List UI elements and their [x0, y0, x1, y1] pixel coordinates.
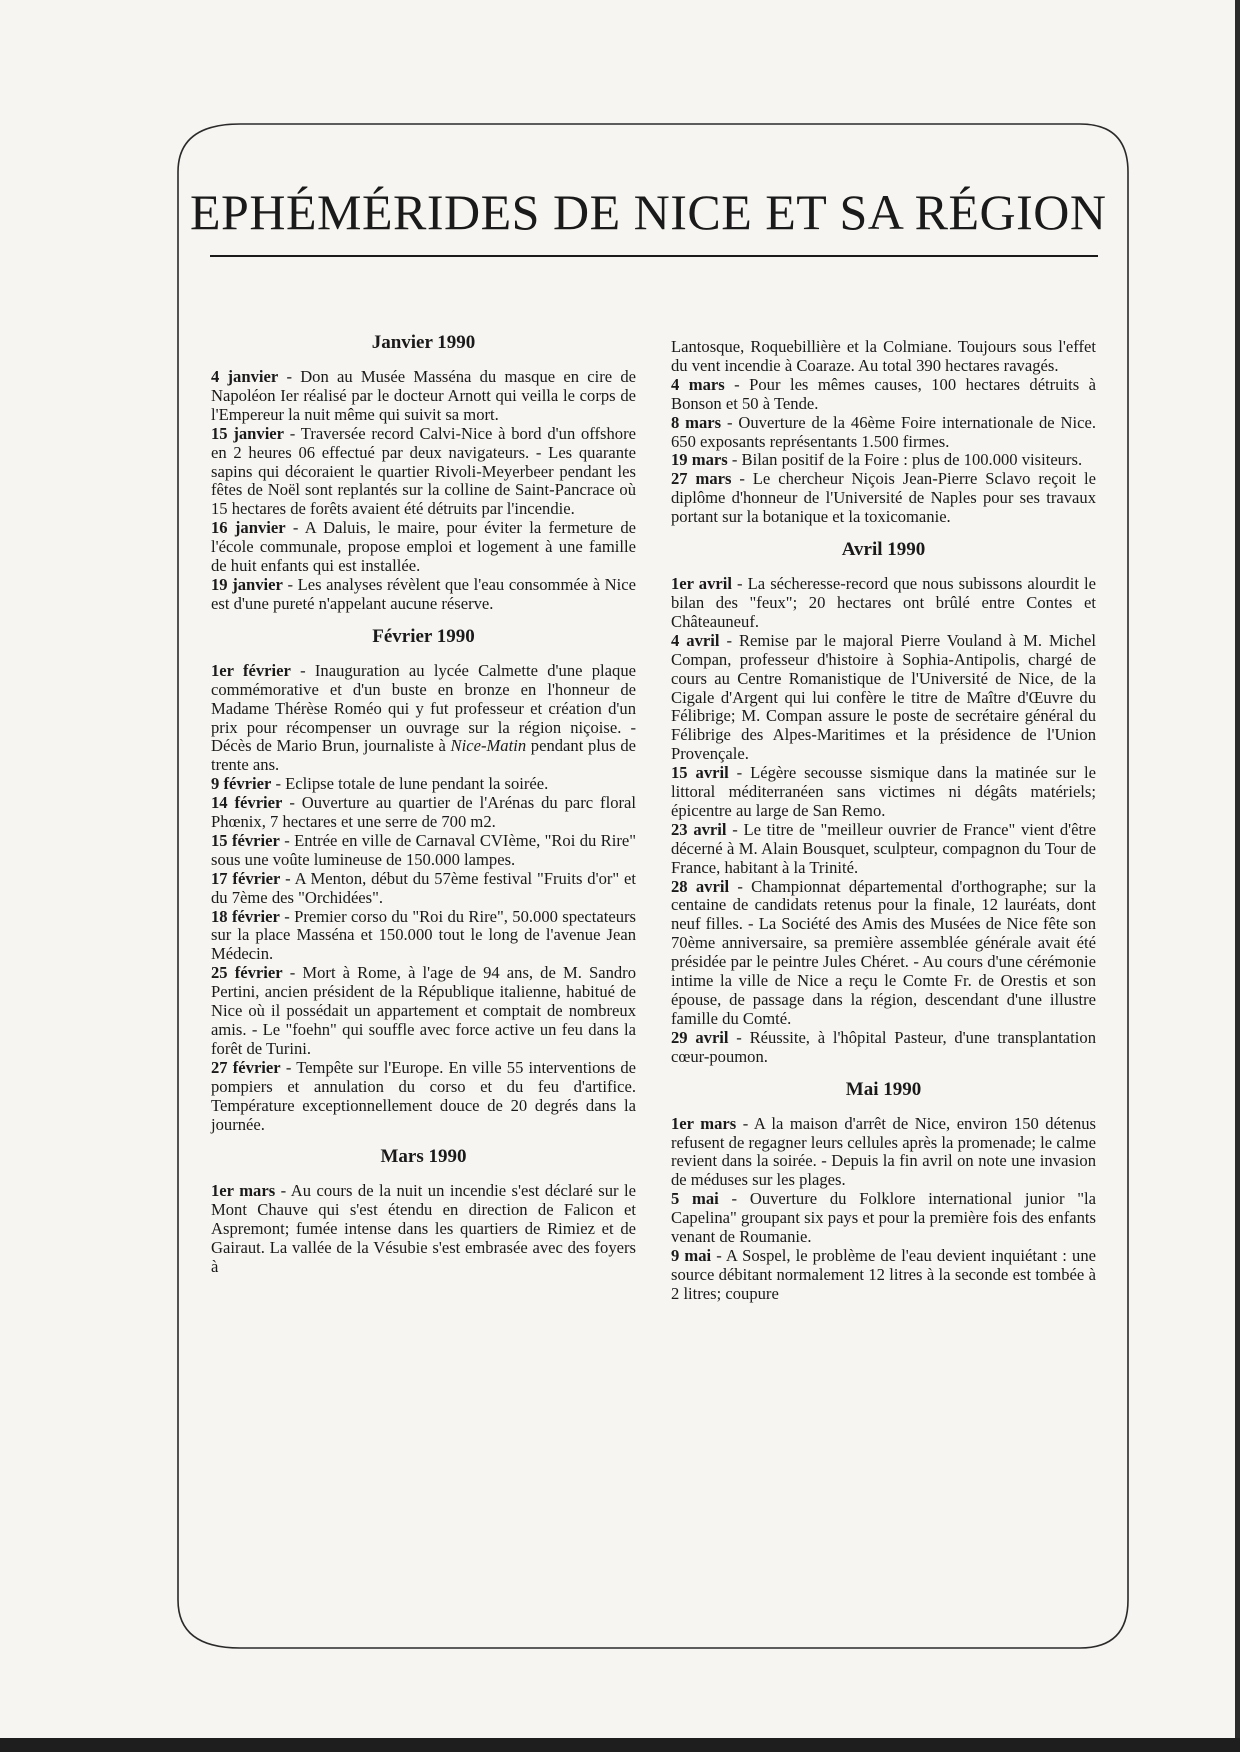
entry-date: 5 mai: [671, 1189, 719, 1209]
entry: [671, 1247, 1096, 1304]
entry-text: - Bilan positif de la Foire : plus de 100.000 visiteurs.: [727, 450, 1083, 470]
entry: [211, 576, 636, 614]
entry: [211, 519, 636, 576]
entry: [671, 376, 1096, 414]
month-heading: Mai 1990: [845, 1078, 922, 1100]
entry-date: 19 janvier: [211, 574, 283, 594]
entry-text: - Inauguration au lycée Calmette d'une plaque commémorative et d'un buste en bronze en l'honneur de Madame Thérèse Roméo qui y fut professeur et création d'un prix pour récompenser un ouvrage sur la région niçoise. - Décès de Mario Brun, journaliste à: [211, 660, 636, 756]
entry: [211, 964, 636, 1059]
title-rule: [210, 255, 1098, 257]
entry-date: 1er mars: [211, 1181, 276, 1201]
entry: [211, 908, 636, 965]
entry: [671, 821, 1096, 878]
entry-text: - Eclipse totale de lune pendant la soirée.: [271, 774, 549, 794]
entry-text: - La sécheresse-record que nous subissons alourdit le bilan des "feux"; 20 hectares ont brûlé entre Contes et Châteauneuf.: [671, 574, 1096, 631]
entry: [211, 832, 636, 870]
entry-date: 19 mars: [671, 450, 728, 470]
entry: [671, 1190, 1096, 1247]
entry-date: 15 janvier: [211, 423, 285, 443]
entry-date: 1er avril: [671, 574, 732, 594]
entry-text: - Le titre de "meilleur ouvrier de France" vient d'être décerné à M. Alain Bousquet, sculpteur, compagnon du Tour de France, habitant à la Trinité.: [671, 819, 1097, 877]
entry-date: 1er février: [211, 660, 291, 680]
entry-date: 9 mai: [671, 1245, 712, 1265]
newspaper-name: Nice-Matin: [450, 736, 527, 756]
entry-date: 18 février: [211, 906, 280, 926]
entry: [671, 470, 1096, 527]
entry-date: 15 février: [211, 830, 280, 850]
entry-date: 16 janvier: [211, 518, 286, 538]
page-title: EPHÉMÉRIDES DE NICE ET SA RÉGION: [190, 184, 1107, 240]
entry-date: 4 janvier: [211, 367, 279, 386]
entry-text: - Les analyses révèlent que l'eau consommée à Nice est d'une pureté n'appelant aucune réserve.: [211, 574, 636, 613]
entry-text: - A la maison d'arrêt de Nice, environ 150 détenus refusent de regagner leurs cellules après la promenade; le calme revient dans la soirée. - Depuis la fin avril on note une invasion de méduses sur les plages.: [671, 1113, 1096, 1190]
entry-date: 4 mars: [671, 374, 725, 394]
month-heading: Janvier 1990: [371, 332, 476, 353]
entry-date: 1er mars: [671, 1113, 737, 1133]
entry-text: - Remise par le majoral Pierre Vouland à M. Michel Compan, professeur d'histoire à Sophia-Antipolis, chargé de cours au Centre Romanistique de l'Université de Nice, de la Cigale d'Argent qui lui confère le titre de Maître d'Œuvre du Félibrige; M. Compan assure le poste de secrétaire général du Félibrige des Alpes-Maritimes et la présidence de l'Union Provençale.: [671, 630, 1097, 764]
month-heading: Février 1990: [372, 625, 475, 647]
entry: [211, 425, 636, 520]
month-heading: Avril 1990: [841, 539, 926, 561]
entry-text: pendant plus de trente ans.: [211, 736, 636, 775]
entry-date: 27 février: [211, 1057, 281, 1077]
entry: [671, 414, 1096, 452]
entry-text: - Tempête sur l'Europe. En ville 55 interventions de pompiers et annulation du corso et du feu d'artifice. Température exceptionnellement douce de 20 degrés dans la journée.: [211, 1057, 636, 1134]
entry-text: - Traversée record Calvi-Nice à bord d'un offshore en 2 heures 06 effectué par deux navigateurs. - Les quarante sapins qui décoraient le quartier Rivoli-Meyerbeer pendant les fêtes de Noël sont replantés sur la colline de Saint-Pancrace où 15 hectares de forêts avaient été détruits par l'incendie.: [211, 423, 636, 519]
entry-date: 15 avril: [671, 763, 729, 783]
entry: [671, 1115, 1096, 1191]
entry: [211, 794, 636, 832]
entry: [211, 870, 636, 908]
entry-text: - Réussite, à l'hôpital Pasteur, d'une transplantation cœur-poumon.: [671, 1027, 1096, 1066]
entry: [671, 878, 1096, 1029]
entry-text: - Pour les mêmes causes, 100 hectares détruits à Bonson et 50 à Tende.: [671, 374, 1096, 413]
entry: [211, 662, 636, 775]
entry-text: - Premier corso du "Roi du Rire", 50.000 spectateurs sur la place Masséna et 150.000 tout le long de l'avenue Jean Médecin.: [211, 906, 637, 964]
entry: [671, 764, 1096, 821]
entry: [671, 1029, 1096, 1067]
entry: [671, 632, 1096, 764]
month-heading: Mars 1990: [380, 1146, 467, 1168]
entry-text: - Entrée en ville de Carnaval CVIème, "Roi du Rire" sous une voûte lumineuse de 150.000 lampes.: [211, 830, 636, 869]
left-column: [211, 332, 636, 1277]
entry-date: 23 avril: [671, 819, 727, 839]
entry-text: - A Menton, début du 57ème festival "Fruits d'or" et du 7ème des "Orchidées".: [211, 868, 636, 907]
entry-date: 25 février: [211, 963, 283, 983]
entry-text: - Au cours de la nuit un incendie s'est déclaré sur le Mont Chauve qui s'est étendu en direction de Falicon et Aspremont; fumée intense dans les quartiers de Rimiez et de Gairaut. La vallée de la Vésubie s'est embrasée avec des foyers à: [211, 1181, 636, 1277]
entry-text: - Championnat départemental d'orthographe; sur la centaine de candidats retenus pour la finale, 12 lauréats, dont neuf filles. - La Société des Amis des Musées de Nice fête son 70ème anniversaire, sa première assemblée générale avait été présidée par le peintre Jules Chéret. - Au cours d'une cérémonie intime la ville de Nice a reçu le Comte Fr. de Orestis et son épouse, de passage dans la région, descendant d'une illustre famille du Comté.: [671, 876, 1096, 1028]
entry-text: - A Sospel, le problème de l'eau devient inquiétant : une source débitant normalement 12 litres à la seconde est tombée à 2 litres; coupure: [671, 1245, 1096, 1303]
entry-text: - A Daluis, le maire, pour éviter la fermeture de l'école communale, propose emploi et logement à une famille de huit enfants qui est installée.: [211, 518, 636, 576]
entry-text: - Ouverture du Folklore international junior "la Capelina" groupant six pays et pour la première fois des enfants venant de Roumanie.: [671, 1189, 1096, 1247]
entry-date: 27 mars: [671, 469, 732, 489]
entry: [211, 1182, 636, 1277]
scan-edge-bottom: [0, 1738, 1240, 1752]
entry-text: - Mort à Rome, à l'age de 94 ans, de M. Sandro Pertini, ancien président de la République italienne, habitué de Nice où il possédait un appartement et comptait de nombreux amis. - Le "foehn" qui souffle avec force active un feu dans la forêt de Turini.: [211, 963, 636, 1058]
scan-edge-right: [1235, 0, 1240, 1752]
continued-text: Lantosque, Roquebillière et la Colmiane. Toujours sous l'effet du vent incendie à Coaraze. Au total 390 hectares ravagés.: [671, 337, 1096, 375]
entry-date: 4 avril: [671, 630, 720, 650]
entry-date: 14 février: [211, 793, 283, 813]
entry: [211, 775, 636, 794]
entry: [671, 575, 1096, 632]
entry-date: 9 février: [211, 774, 272, 794]
entry-text: - Légère secousse sismique dans la matinée sur le littoral méditerranéen sans victimes ni dégâts matériels; épicentre au large de San Remo.: [671, 763, 1096, 820]
right-column: [671, 338, 1096, 1304]
entry-date: 8 mars: [671, 412, 722, 432]
entry-date: 29 avril: [671, 1027, 729, 1047]
entry-text: - Ouverture au quartier de l'Arénas du parc floral Phœnix, 7 hectares et une serre de 700 m2.: [211, 793, 636, 832]
entry: [211, 368, 636, 425]
entry: [671, 451, 1096, 470]
entry-text: - Ouverture de la 46ème Foire internationale de Nice. 650 exposants représentants 1.500 firmes.: [671, 412, 1097, 451]
entry-date: 28 avril: [671, 876, 730, 896]
entry: [211, 1059, 636, 1135]
entry-text: - Don au Musée Masséna du masque en cire de Napoléon Ier réalisé par le docteur Arnott qui veilla le corps de l'Empereur la nuit même qui suivit sa mort.: [211, 367, 636, 424]
entry-text: - Le chercheur Niçois Jean-Pierre Sclavo reçoit le diplôme d'honneur de l'Université de Naples pour ses travaux portant sur la botanique et la toxicomanie.: [671, 469, 1097, 527]
entry-date: 17 février: [211, 868, 281, 888]
